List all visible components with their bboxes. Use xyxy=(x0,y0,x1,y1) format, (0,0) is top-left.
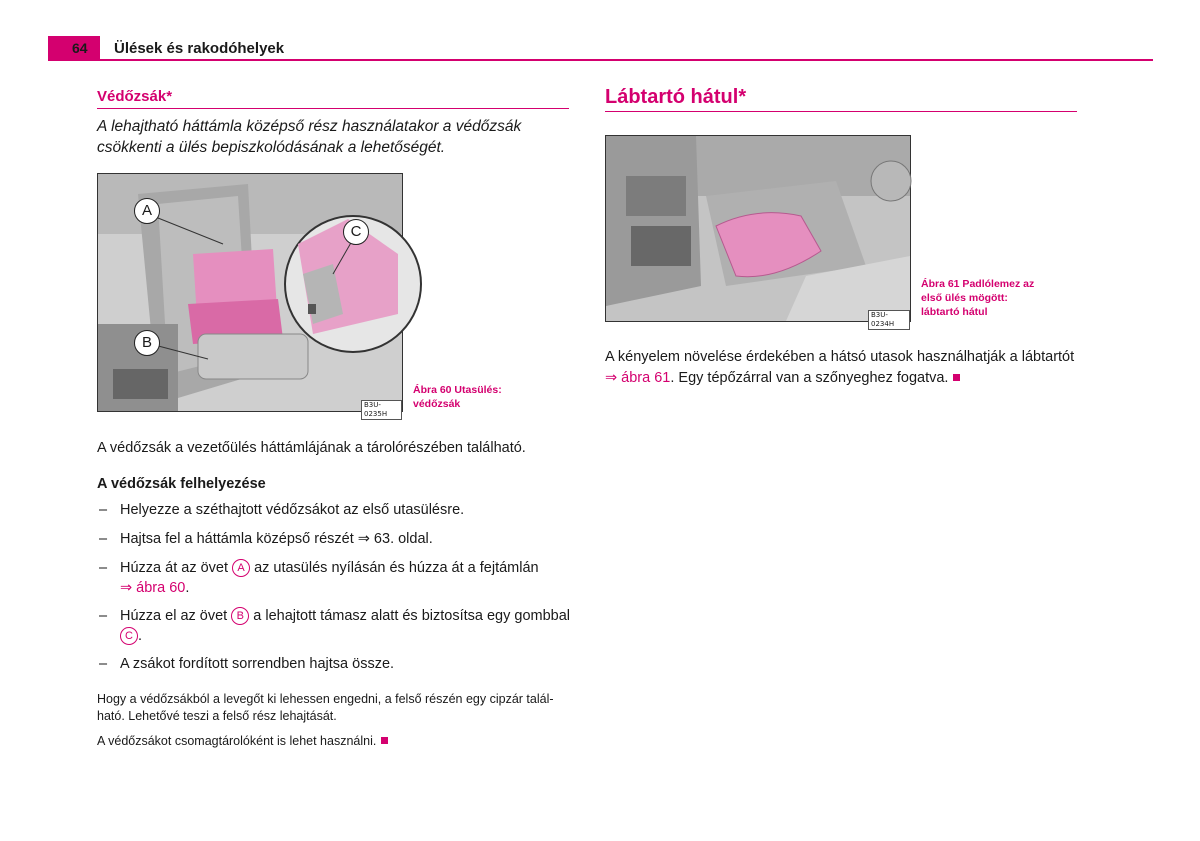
section-title-vedozsak: Védőzsák* xyxy=(97,88,173,105)
figure-60-caption-line-1: Ábra 60 Utasülés: xyxy=(413,384,502,396)
callout-b-inline: B xyxy=(231,607,249,625)
figure-60-link[interactable]: ⇒ ábra 60 xyxy=(120,580,186,596)
figure-60-code: B3U-0235H xyxy=(361,400,402,420)
footrest-paragraph-rest: . Egy tépőzárral van a szőnyeghez fogatva. xyxy=(670,370,949,386)
step-5-text: A zsákot fordított sorrendben hajtsa össze. xyxy=(120,656,395,672)
list-dash: – xyxy=(99,608,108,624)
intro-line-1: A lehajtható háttámla középső rész használatakor a védőzsák xyxy=(97,118,522,135)
footrest-paragraph-line-2 xyxy=(605,368,960,388)
callout-c-inline: C xyxy=(120,627,138,645)
callout-b: B xyxy=(134,330,160,356)
subheading-installation: A védőzsák felhelyezése xyxy=(97,476,266,492)
intro-line-2: csökkenti a ülés bepiszkolódásának a lehetőségét. xyxy=(97,139,446,156)
header-title: Ülések és rakodóhelyek xyxy=(114,40,285,57)
callout-a: A xyxy=(134,198,160,224)
note-line-1: Hogy a védőzsákból a levegőt ki lehessen engedni, a felső részén egy cipzár talál- xyxy=(97,692,554,706)
list-dash: – xyxy=(99,560,108,576)
list-dash: – xyxy=(99,502,108,518)
footrest-illustration xyxy=(606,136,910,321)
step-1-text: Helyezze a széthajtott védőzsákot az első utasülésre. xyxy=(120,502,465,518)
section-title-labtarto: Lábtartó hátul* xyxy=(605,86,747,108)
end-marker-icon xyxy=(953,374,960,381)
callout-a-inline: A xyxy=(232,559,250,577)
list-dash: – xyxy=(99,656,108,672)
figure-61-link[interactable]: ⇒ ábra 61 xyxy=(605,370,671,386)
section-rule-right xyxy=(605,111,1077,112)
figure-60-caption-line-2: védőzsák xyxy=(413,398,461,410)
section-rule-left xyxy=(97,108,569,109)
step-4-text xyxy=(120,606,580,646)
note-2-text: A védőzsákot csomagtárolóként is lehet használni. xyxy=(97,734,377,748)
header-rule xyxy=(48,59,1153,61)
figure-61-caption-line-3: lábtartó hátul xyxy=(921,306,988,318)
figure-61-caption-line-1: Ábra 61 Padlólemez az xyxy=(921,278,1035,290)
step-4-part-a: Húzza el az övet xyxy=(120,608,228,624)
page-number: 64 xyxy=(72,40,88,56)
figure-60-image xyxy=(97,173,403,418)
figure-61-code: B3U-0234H xyxy=(868,310,910,330)
list-dash: – xyxy=(99,531,108,547)
paragraph-location: A védőzsák a vezetőülés háttámlájának a tárolórészében található. xyxy=(97,440,526,456)
end-marker-icon xyxy=(381,737,388,744)
note-2 xyxy=(97,732,388,750)
step-3-part-a: Húzza át az övet xyxy=(120,560,228,576)
footrest-paragraph-line-1: A kényelem növelése érdekében a hátsó utasok használhatják a lábtartót xyxy=(605,349,1075,365)
note-line-2: ható. Lehetővé teszi a felső rész lehajtását. xyxy=(97,709,337,723)
figure-61-caption-line-2: első ülés mögött: xyxy=(921,292,1008,304)
step-3-part-b: az utasülés nyílásán és húzza át a fejtámlán xyxy=(254,560,539,576)
callout-c: C xyxy=(343,219,369,245)
step-2-text: Hajtsa fel a háttámla középső részét ⇒ 63. oldal. xyxy=(120,531,433,547)
step-4-part-b: a lehajtott támasz alatt és biztosítsa egy gombbal xyxy=(253,608,571,624)
step-4-end: . xyxy=(138,628,143,644)
figure-61-image xyxy=(605,135,911,328)
step-3-end: . xyxy=(185,580,190,596)
step-3-text xyxy=(120,558,580,598)
